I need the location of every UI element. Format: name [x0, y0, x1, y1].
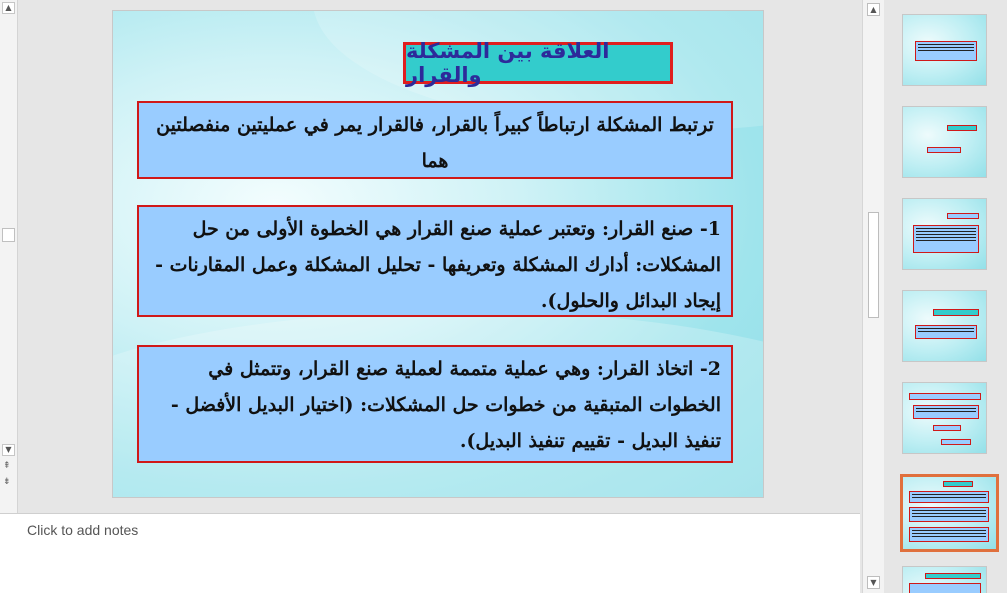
thumbnail-title: [909, 393, 981, 400]
thumbnail-text-box: [909, 507, 989, 522]
thumbnail-text-box: [913, 405, 979, 419]
thumbnail-title: [947, 213, 979, 219]
thumbnail-text-box: [927, 147, 961, 153]
intro-text-box[interactable]: ترتبط المشكلة ارتباطاً كبيراً بالقرار، فالقرار يمر في عمليتين منفصلتين هما: [137, 101, 733, 179]
left-scroll-strip: [0, 0, 18, 513]
thumbnail-text-box: [909, 583, 981, 593]
slide-vertical-scrollbar[interactable]: [862, 0, 884, 593]
slide-thumbnail[interactable]: [902, 566, 987, 593]
scrollbar-thumb[interactable]: [868, 212, 879, 318]
thumbnail-text-box: [909, 491, 989, 503]
thumbnail-title: [947, 125, 977, 131]
left-scroll-thumb[interactable]: [2, 228, 15, 242]
thumbnail-title: [933, 309, 979, 316]
slide-thumbnail-selected[interactable]: [900, 474, 999, 552]
slide-thumbnail[interactable]: [902, 290, 987, 362]
slide-canvas[interactable]: [112, 10, 764, 498]
slide-thumbnail[interactable]: [902, 14, 987, 86]
notes-placeholder[interactable]: Click to add notes: [27, 522, 139, 538]
thumbnail-text-box: [909, 527, 989, 542]
thumbnail-text-box: [913, 225, 979, 253]
slide-thumbnails-pane: [885, 0, 1007, 593]
decision-taking-text-box[interactable]: 2- اتخاذ القرار: وهي عملية متممة لعملية صنع القرار، وتتمثل في الخطوات المتبقية من خطوات حل المشكلات: (اختيار البديل الأفضل - تنفيذ البديل - تقييم تنفيذ البديل).: [137, 345, 733, 463]
scroll-up-icon[interactable]: ▲: [867, 3, 880, 16]
previous-slide-icon[interactable]: ⇞: [3, 461, 11, 471]
slide-title[interactable]: العلاقة بين المشكلة والقرار: [403, 42, 673, 84]
slide-thumbnail[interactable]: [902, 382, 987, 454]
thumbnail-title: [925, 573, 981, 579]
scroll-up-icon[interactable]: ▲: [2, 2, 15, 14]
slide-thumbnail[interactable]: [902, 198, 987, 270]
notes-pane[interactable]: [0, 514, 860, 593]
scroll-down-icon[interactable]: ▼: [867, 576, 880, 589]
decision-making-text-box[interactable]: 1- صنع القرار: وتعتبر عملية صنع القرار هي الخطوة الأولى من حل المشكلات: أدارك المشكلة وتعريفها - تحليل المشكلة وعمل المقارنات - إيجاد البدائل والحلول).: [137, 205, 733, 317]
next-slide-icon[interactable]: ⇟: [3, 477, 11, 487]
thumbnail-text-box: [941, 439, 971, 445]
thumbnail-text-box: [915, 325, 977, 339]
slide-thumbnail[interactable]: [902, 106, 987, 178]
scroll-down-icon[interactable]: ▼: [2, 444, 15, 456]
thumbnail-title: [943, 481, 973, 487]
thumbnail-text-box: [915, 41, 977, 61]
thumbnail-text-box: [933, 425, 961, 431]
